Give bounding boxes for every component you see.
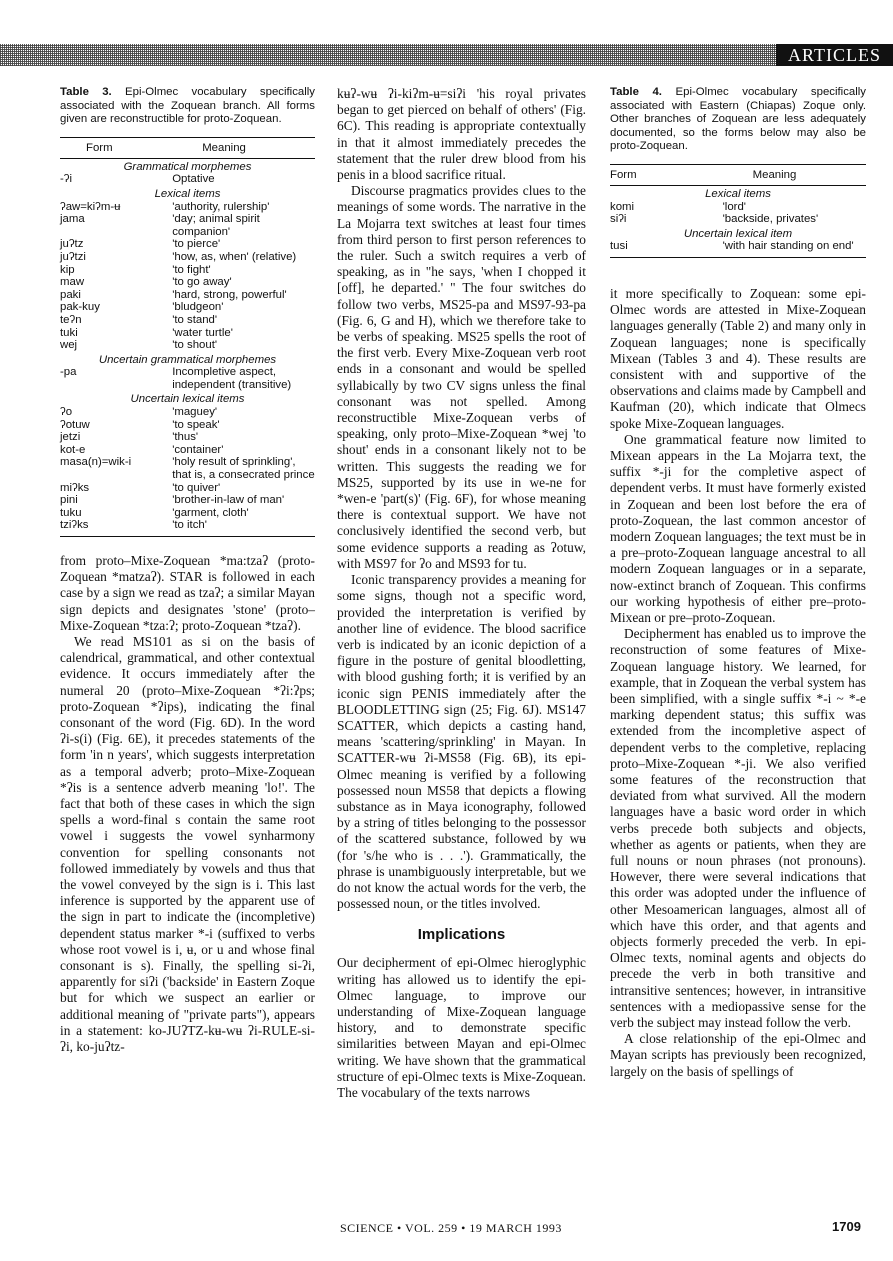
table3-cell-meaning: 'how, as, when' (relative) (172, 250, 297, 263)
table3-cell-meaning: 'bludgeon' (172, 301, 224, 314)
column-2-text (337, 86, 586, 912)
paragraph: from proto–Mixe-Zoquean *ma:tzaʔ (proto-Zoquean *matzaʔ). STAR is followed in each case by a sign we read as tzaʔ; a similar Mayan sign depicts and designates 'stone' (proto–Mixe-Zoquean *tza:ʔ; proto-Zoquean *tzaʔ). (60, 553, 315, 633)
table3-row (60, 482, 315, 495)
table3-cell-form: ʔotuw (60, 418, 90, 431)
paragraph: it more specifically to Zoquean: some epi-Olmec words are attested in Mixe-Zoquean languages generally (Table 2) and many only in Zoquean languages; none is specifically Mixean (Tables 3 and 4). These results are consistent with and supportive of the observations and claims made by Campbell and Kaufman (20), which indicate that Olmecs spoke Mixe-Zoquean languages. (610, 285, 866, 431)
table3-row (60, 238, 315, 251)
table4-section-row (610, 226, 866, 241)
table3-cell-meaning: 'day; animal spirit companion' (172, 213, 260, 238)
table4-header-meaning: Meaning (723, 164, 866, 185)
implications-heading: Implications (417, 926, 506, 944)
table3-cell-form: ʔo (60, 406, 73, 419)
column-1-text (60, 553, 315, 1055)
table3-row (60, 339, 315, 352)
table3-cell-meaning: 'to fight' (172, 263, 211, 276)
table3-section-label: Uncertain lexical items (130, 393, 245, 406)
table4-cell-form: siʔi (610, 213, 627, 226)
column-2 (337, 86, 586, 1101)
table3-section-row (60, 158, 315, 173)
table3-cell-form: ʔaw=kiʔm-ʉ (60, 200, 121, 213)
section-label: ARTICLES (776, 44, 893, 66)
paragraph: kʉʔ-wʉ ʔi-kiʔm-ʉ=siʔi 'his royal privates began to get pierced on behalf of others' (Fig. 6C). This reading is appropriate contextually in that it almost immediately precedes the statement that the ruler drew blood from his penis in a blood sacrifice ritual. (337, 86, 586, 183)
table3-caption-text: Epi-Olmec vocabulary specifically associated with the Zoquean branch. All forms given are reconstructible for proto-Zoquean. (60, 86, 315, 126)
table3-cell-meaning: Incompletive aspect, independent (transitive) (172, 366, 292, 391)
column-1 (60, 86, 315, 1055)
table3-cell-form: teʔn (60, 313, 82, 326)
table3-row (60, 276, 315, 289)
table3-caption (60, 86, 315, 127)
table3-row (60, 519, 315, 536)
table3-section-row (60, 391, 315, 406)
table3-cell-meaning: 'to quiver' (172, 481, 221, 494)
table3-row (60, 173, 315, 186)
table3-row (60, 264, 315, 277)
table3-cell-form: kip (60, 263, 75, 276)
table4-caption-label: Table 4. (610, 86, 662, 98)
table3-row (60, 431, 315, 444)
table3-cell-meaning: 'to shout' (172, 339, 218, 352)
table3-row (60, 289, 315, 302)
table3-cell-form: -pa (60, 366, 77, 379)
table3-cell-meaning: 'water turtle' (172, 326, 233, 339)
paragraph: Iconic transparency provides a meaning for some signs, though not a specific word, provided the interpretation is verified by another line of evidence. The blood sacrifice verb is indicated by an iconic depiction of a figure in the posture of genital bloodletting, with blood gushing forth; it is verified by an iconic sign PENIS immediately after the BLOODLETTING sign (25; Fig. 6J). MS147 SCATTER, which depicts a casting hand, means 'scattering/sprinkling' in Mayan. In SCATTER-wʉ ʔi-MS58 (Fig. 6B), its epi-Olmec meaning is verified by a following possessed noun MS58 that depicts a flowing substance as in Maya iconography, followed by a string of titles belonging to the possessor of the scattered substance, followed by wʉ (for 's/he who is . . .'). Grammatically, the phrase is unambiguously interpretable, but we do not know the actual words for the verb, the possessed noun, or the titles involved. (337, 572, 586, 912)
table3-cell-meaning: 'maguey' (172, 406, 218, 419)
table3-cell-meaning: 'holy result of sprinkling', that is, a consecrated prince (172, 456, 315, 482)
page-number: 1709 (832, 1219, 861, 1234)
table3-section-row (60, 352, 315, 367)
table3-row (60, 201, 315, 214)
table3-caption-label: Table 3. (60, 86, 112, 98)
table3-cell-form: tuki (60, 326, 78, 339)
table3-cell-meaning: 'authority, rulership' (172, 200, 270, 213)
table3-row (60, 507, 315, 520)
table3-section-label: Uncertain grammatical morphemes (98, 353, 277, 366)
table3-cell-meaning: 'to stand' (172, 313, 218, 326)
table3-row (60, 301, 315, 314)
table3-section-row (60, 186, 315, 201)
table4-row (610, 213, 866, 226)
table3-row (60, 406, 315, 419)
table3-header-form: Form (60, 137, 172, 158)
table3-row (60, 251, 315, 264)
table4-section-label: Uncertain lexical item (683, 227, 793, 240)
table3-cell-meaning: 'to pierce' (172, 238, 221, 251)
table3-row (60, 419, 315, 432)
table3-cell-form: pini (60, 494, 78, 507)
table3-cell-form: juʔtz (60, 238, 84, 251)
table3-header-meaning: Meaning (172, 137, 315, 158)
table3-row (60, 213, 315, 238)
table3-section-label: Grammatical morphemes (123, 160, 252, 173)
table4 (610, 164, 866, 258)
table4-row (610, 240, 866, 257)
footer-journal: SCIENCE • VOL. 259 • 19 MARCH 1993 (340, 1221, 562, 1235)
table3-cell-meaning: 'thus' (172, 431, 199, 444)
table3-cell-form: wej (60, 339, 78, 352)
table3-cell-form: masa(n)=wik-i (60, 456, 132, 469)
table3-cell-form: paki (60, 288, 81, 301)
paragraph: Decipherment has enabled us to improve the reconstruction of some features of Mixe-Zoquean language history. We learned, for example, that in Zoquean the verbal system has been simplified, with a single suffix *-i ~ *-e marking dependent status; this suffix was extended from the incompletive aspect of dependent verbs to the completive, replacing proto–Mixe-Zoquean *-ji. We also verified some features of the reconstruction that deviated from what survived. All the modern languages have a basic word order in which verbs precede both subjects and objects, whether as agents or patients, when they are full nouns or noun phrases (not pronouns). However, there were several indications that this order was adopted under the influence of other Mesoamerican languages, almost all of which have this order, and that agents and objects formerly preceded the verb. In epi-Olmec texts, nominal agents and objects do precede the verb in both transitive and intransitive sentences; however, in intransitive sentences with a mediopassive sense for the verb the subject may instead follow the verb. (610, 626, 866, 1031)
table3-cell-form: tuku (60, 506, 82, 519)
paragraph: One grammatical feature now limited to Mixean appears in the La Mojarra text, the suffix *-ji for the completive aspect of dependent verbs. It must have formerly existed in Zoquean and been lost before the era of proto-Zoquean, the last common ancestor of modern Zoquean languages; the text must be in a pre–proto-Zoquean language ancestral to all modern Zoquean languages or in a separate, now-extinct branch of Zoquean. This confirms our working hypothesis of either pre–proto-Mixean or pre–proto-Zoquean. (610, 431, 866, 625)
table3-cell-form: maw (60, 276, 85, 289)
table4-cell-form: komi (610, 200, 635, 213)
table3-cell-form: pak-kuy (60, 301, 100, 314)
paragraph: A close relationship of the epi-Olmec and Mayan scripts has previously been recognized, largely on the basis of spellings of (610, 1031, 866, 1079)
paragraph: Discourse pragmatics provides clues to the meanings of some words. The narrative in the La Mojarra text switches at least four times from third person to first person references to the ruler. Such a switch requires a verb of speaking, as in "he says, 'when I chopped it [off], he departed.' " The four switches do follow two verbs, MS25-pa and MS97-93-pa (Fig. 6, G and H), which we therefore take to be verbs of speaking. MS25 spells the root of the first verb. Every Mixe-Zoquean verb root ends in a consonant and would be spelled syllabically by two CV signs unless the final consonant was not spelled. Among reconstructible Mixe-Zoquean verbs of speaking, only proto–Mixe-Zoquean *wej 'to shout' ends in a consonant likely not to be written. This suggests the reading we for MS25, supported by its use in we-ne for *wen-e 'part(s)' (Fig. 6F), for whose meaning there is contextual support. We have not conclusively identified the second verb, but some evidence supports a reading as ʔotuw, with MS97 for ʔo and MS93 for tu. (337, 183, 586, 571)
table4-header-form: Form (610, 164, 723, 185)
header-halftone-band (0, 44, 776, 66)
table3-row (60, 366, 315, 391)
table3-cell-form: juʔtzi (60, 250, 86, 263)
table4-cell-meaning: 'backside, privates' (722, 213, 819, 226)
table3-cell-form: kot-e (60, 443, 86, 456)
table3-row (60, 314, 315, 327)
table4-caption-text: Epi-Olmec vocabulary specifically associated with Eastern (Chiapas) Zoque only. Other branches of Zoquean are less adequately documented, so the forms below may also be proto-Zoquean. (610, 86, 866, 153)
table4-section-label: Lexical items (705, 187, 771, 200)
table3-row (60, 494, 315, 507)
table3-row (60, 456, 315, 481)
table3-cell-meaning: 'hard, strong, powerful' (172, 288, 287, 301)
paragraph: We read MS101 as si on the basis of calendrical, grammatical, and other contextual evidence. It occurs immediately after the numeral 20 (proto–Mixe-Zoquean *ʔi:ʔps; proto-Zoquean *ʔips), indicating the final consonant of the word (Fig. 6D). In the word ʔi-s(i) (Fig. 6E), it precedes statements of the form 'in n years', which suggests interpretation as a temporal adverb; proto–Mixe-Zoquean *ʔis is a sentence adverb meaning 'lo!'. The fact that both of these cases in which the sign spells a word-final s contain the same root vowel i suggests the vowel synharmony convention for spelling consonants not followed immediately by vowels and thus that the vowel conveyed by the sign is i. This last inference is supported by the apparent use of the sign in part to indicate the (incompletive) dependent status marker *-i (suffixed to verbs whose root vowel is i, ʉ, or u and whose final consonant is s). Finally, the spelling si-ʔi, apparently for siʔi ('backside' in Eastern Zoque but for which we suspect an earlier or additional meaning of "private parts"), appears in a statement: ko-JUʔTZ-kʉ-wʉ ʔi-RULE-si-ʔi, ko-juʔtz- (60, 634, 315, 1055)
table4-cell-meaning: 'with hair standing on end' (723, 240, 866, 257)
table3-row (60, 327, 315, 340)
table3-cell-form: miʔks (60, 481, 90, 494)
column-3 (610, 86, 866, 1080)
table3-cell-meaning: 'to itch' (172, 519, 315, 536)
table4-section-row (610, 185, 866, 200)
table3-cell-meaning: 'to speak' (172, 418, 220, 431)
table3-cell-meaning: Optative (172, 173, 215, 186)
table4-caption (610, 86, 866, 154)
table3-cell-form: -ʔi (60, 173, 73, 186)
table3-cell-meaning: 'to go away' (172, 276, 232, 289)
table3-cell-meaning: 'container' (172, 443, 224, 456)
table3-cell-form: tziʔks (60, 519, 172, 536)
paragraph: Our decipherment of epi-Olmec hieroglyphic writing has allowed us to identify the epi-Olmec language, to improve our understanding of Mixe-Zoquean language history, and to demonstrate specific similarities between Mayan and epi-Olmec writing. We have shown that the grammatical structure of epi-Olmec texts is Mixe-Zoquean. The vocabulary of the texts narrows (337, 955, 586, 1100)
table3-cell-form: jama (60, 213, 85, 226)
table4-cell-form: tusi (610, 240, 723, 257)
column-2-text-b (337, 955, 586, 1101)
table3-cell-meaning: 'brother-in-law of man' (172, 494, 285, 507)
table3-cell-meaning: 'garment, cloth' (172, 506, 249, 519)
table3 (60, 137, 315, 537)
table4-row (610, 201, 866, 214)
column-3-text (610, 286, 866, 1080)
table3-section-label: Lexical items (154, 187, 221, 200)
table3-row (60, 444, 315, 457)
table4-cell-meaning: 'lord' (722, 200, 746, 213)
table3-cell-form: jetzi (60, 431, 81, 444)
